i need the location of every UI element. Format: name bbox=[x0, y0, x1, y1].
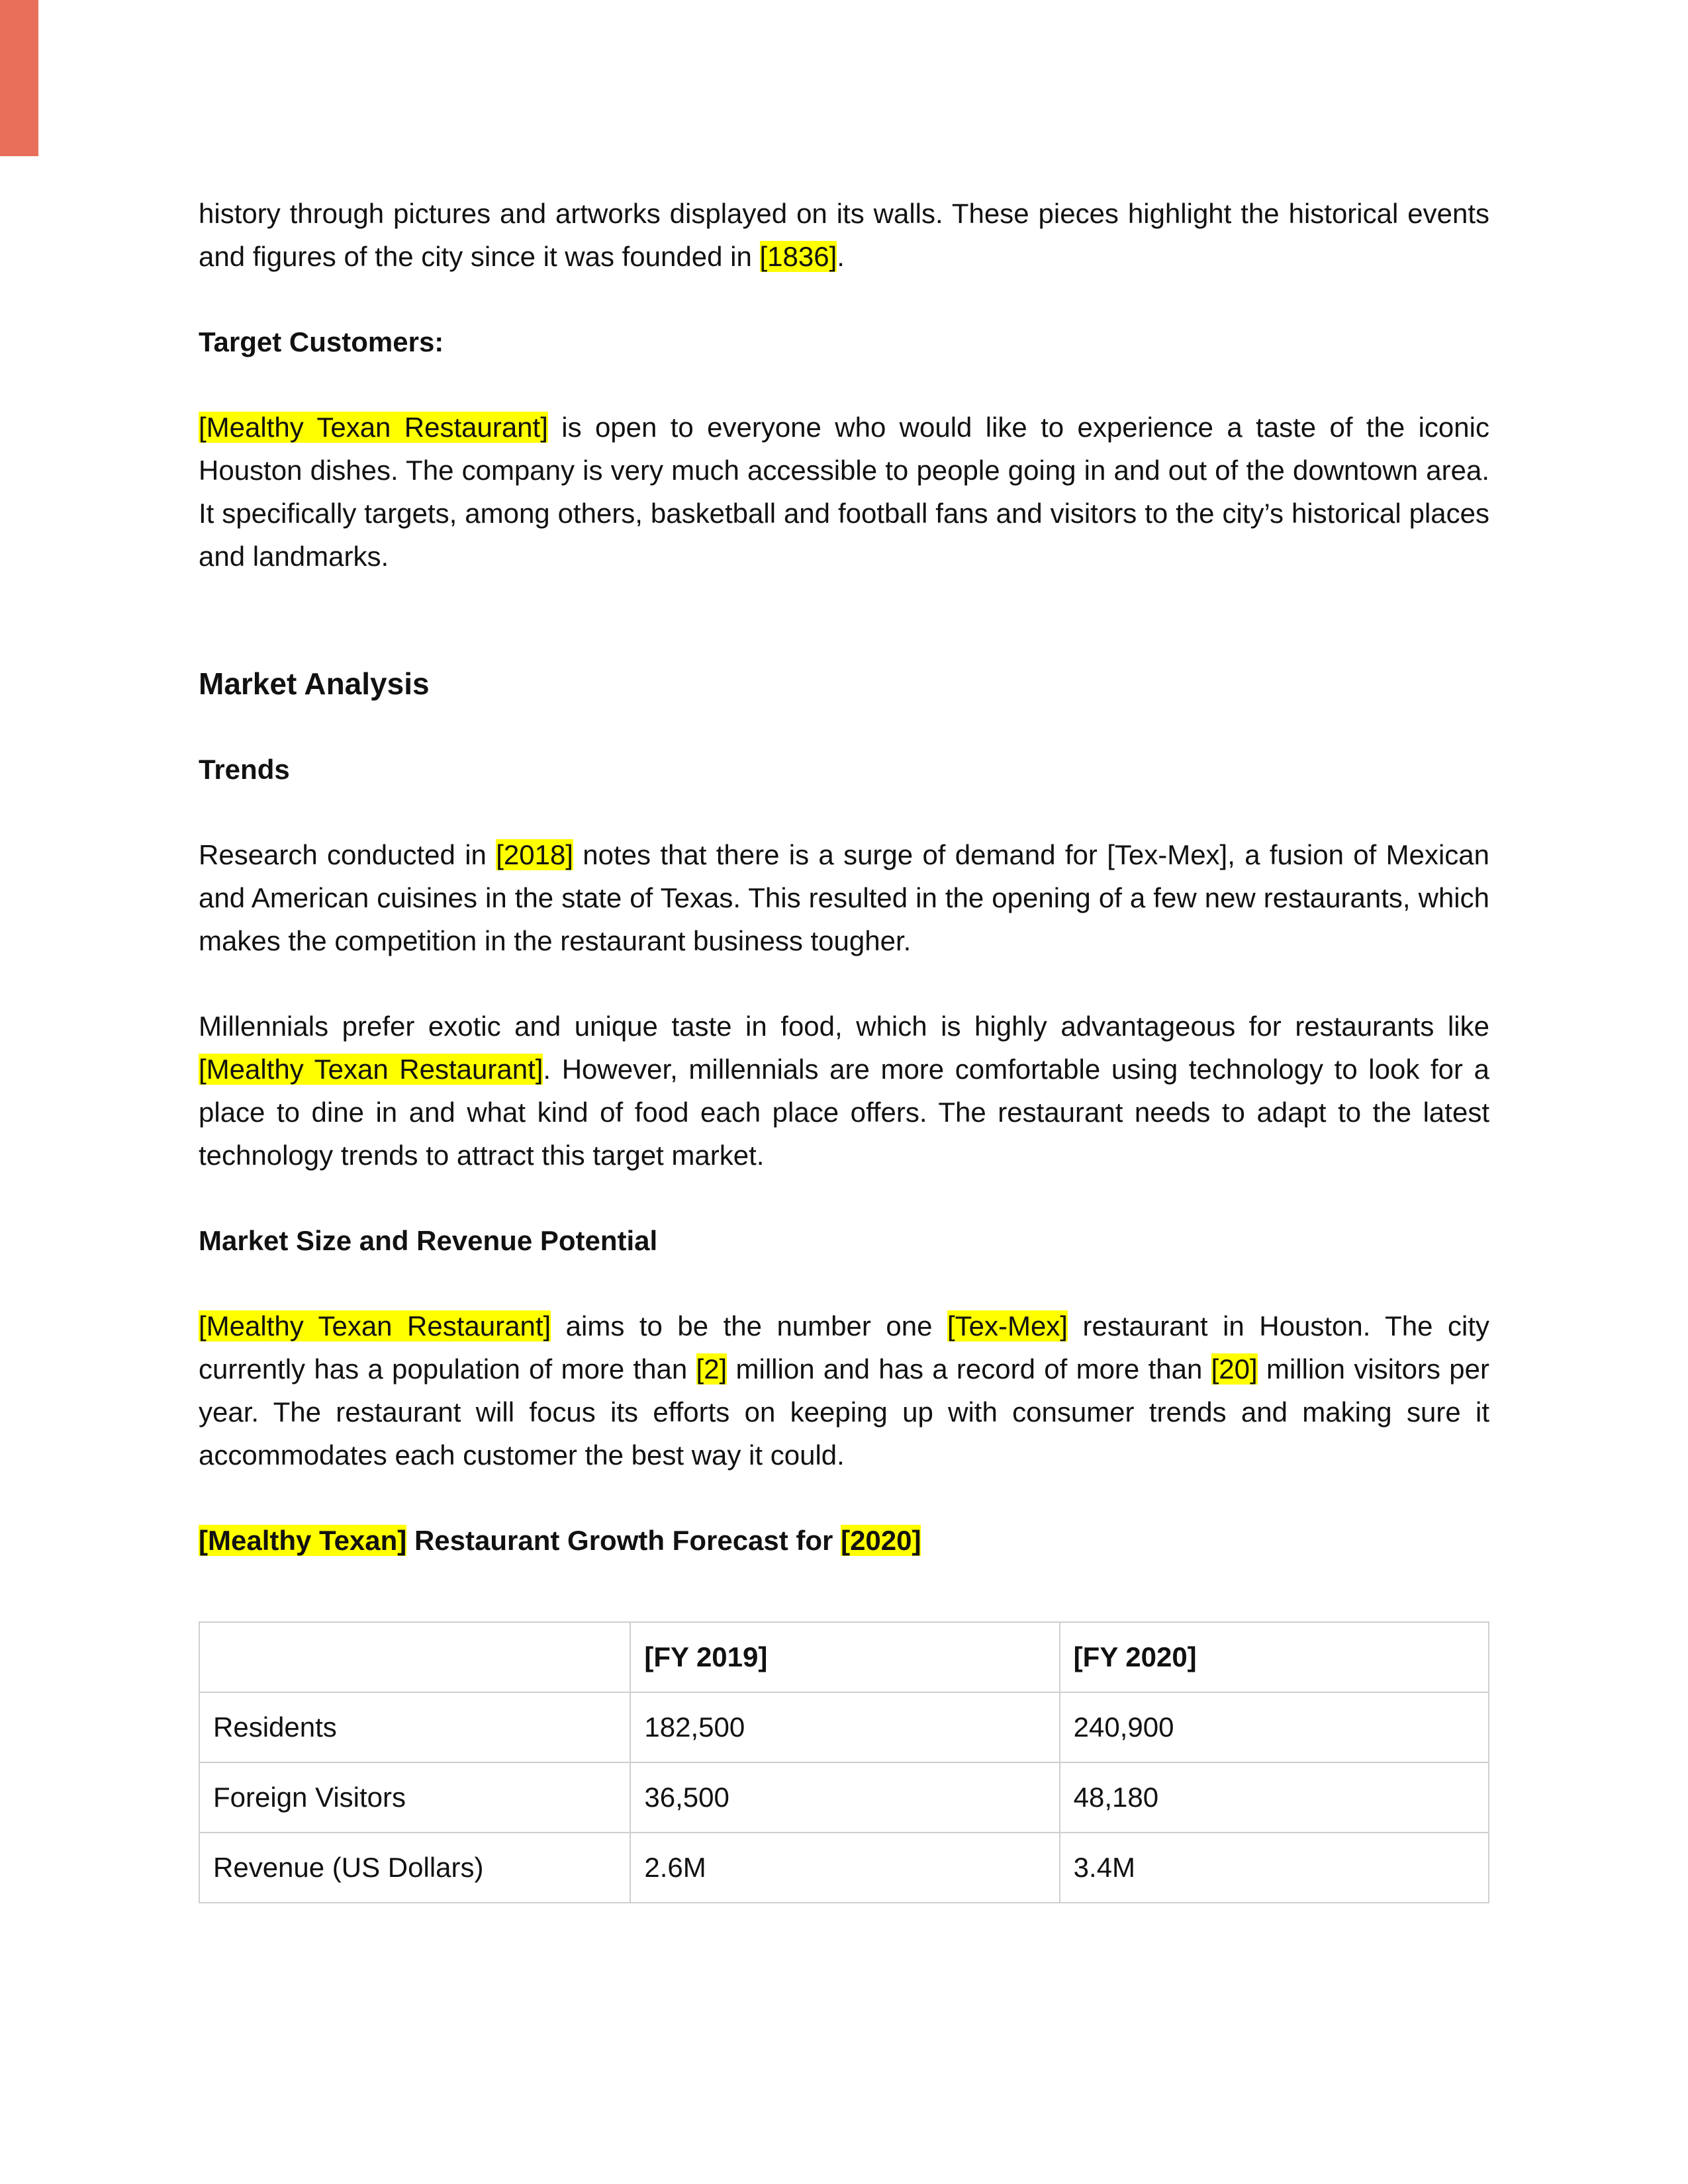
restaurant-name: [Mealthy Texan Restaurant] bbox=[199, 1054, 543, 1085]
table-cell: 2.6M bbox=[630, 1833, 1059, 1903]
forecast-heading-text: Restaurant Growth Forecast for bbox=[406, 1525, 841, 1556]
table-row bbox=[199, 1833, 1489, 1903]
trends-heading: Trends bbox=[199, 754, 290, 785]
founding-year: [1836] bbox=[759, 241, 837, 272]
trends-text: Research conducted in bbox=[199, 839, 496, 870]
research-year: [2018] bbox=[496, 839, 573, 870]
intro-end: . bbox=[837, 241, 845, 272]
visitors-figure: [20] bbox=[1211, 1353, 1258, 1385]
growth-forecast-table bbox=[199, 1621, 1489, 1903]
table-header-cell bbox=[199, 1622, 630, 1692]
table-row bbox=[199, 1692, 1489, 1762]
market-size-paragraph bbox=[199, 1304, 1489, 1477]
market-size-text: million and has a record of more than bbox=[727, 1353, 1211, 1385]
trends-text: . However, millennials are more comfortable using technology to look for a place to dine in and what kind of food each place offers. The restaurant needs to adapt to the latest technology trends to attract this target market. bbox=[199, 1054, 1489, 1171]
table-cell: 48,180 bbox=[1060, 1762, 1489, 1833]
table-header-row bbox=[199, 1622, 1489, 1692]
accent-bar bbox=[0, 0, 38, 156]
table-cell: Revenue (US Dollars) bbox=[199, 1833, 630, 1903]
table-header-cell: [FY 2020] bbox=[1060, 1622, 1489, 1692]
table-header-cell: [FY 2019] bbox=[630, 1622, 1059, 1692]
cuisine-name: [Tex-Mex] bbox=[947, 1310, 1068, 1342]
forecast-heading bbox=[199, 1519, 1489, 1562]
table-cell: 3.4M bbox=[1060, 1833, 1489, 1903]
market-size-text: million visitors per year. The restaurant will focus its efforts on keeping up with consumer trends and making sure it accommodates each customer the best way it could. bbox=[199, 1353, 1489, 1471]
trends-text: notes that there is a surge of demand for [Tex-Mex], a fusion of Mexican and American cuisines in the state of Texas. This resulted in the opening of a few new restaurants, which makes the competition in the restaurant business tougher. bbox=[199, 839, 1489, 956]
table-row bbox=[199, 1762, 1489, 1833]
trends-paragraph-2 bbox=[199, 1005, 1489, 1177]
restaurant-name: [Mealthy Texan Restaurant] bbox=[199, 1310, 551, 1342]
restaurant-name: [Mealthy Texan Restaurant] bbox=[199, 412, 548, 443]
table-cell: 240,900 bbox=[1060, 1692, 1489, 1762]
table-cell: Residents bbox=[199, 1692, 630, 1762]
target-customers-text: is open to everyone who would like to experience a taste of the iconic Houston dishes. The company is very much accessible to people going in and out of the downtown area. It specifically targets, among others, basketball and football fans and visitors to the city’s historical places and landmarks. bbox=[199, 412, 1489, 572]
market-size-text: restaurant in Houston. The city currently has a population of more than bbox=[199, 1310, 1489, 1385]
document-body bbox=[199, 192, 1489, 1903]
forecast-year: [2020] bbox=[841, 1525, 921, 1556]
market-size-text: aims to be the number one bbox=[551, 1310, 947, 1342]
table-cell: Foreign Visitors bbox=[199, 1762, 630, 1833]
table-cell: 182,500 bbox=[630, 1692, 1059, 1762]
market-size-heading: Market Size and Revenue Potential bbox=[199, 1225, 658, 1256]
market-analysis-title: Market Analysis bbox=[199, 666, 430, 701]
population-figure: [2] bbox=[696, 1353, 727, 1385]
trends-paragraph-1 bbox=[199, 833, 1489, 962]
table-cell: 36,500 bbox=[630, 1762, 1059, 1833]
forecast-restaurant-name: [Mealthy Texan] bbox=[199, 1525, 407, 1556]
intro-paragraph bbox=[199, 192, 1489, 278]
target-customers-paragraph bbox=[199, 406, 1489, 578]
intro-text: history through pictures and artworks displayed on its walls. These pieces highlight the historical events and figures of the city since it was founded in bbox=[199, 198, 1489, 272]
target-customers-heading: Target Customers: bbox=[199, 326, 444, 357]
trends-text: Millennials prefer exotic and unique taste in food, which is highly advantageous for restaurants like bbox=[199, 1011, 1489, 1042]
